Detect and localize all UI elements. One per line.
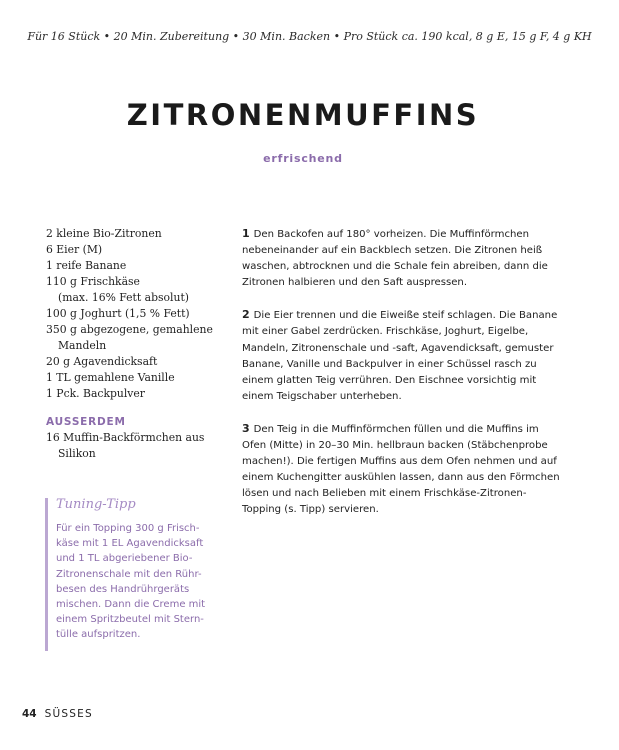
tip-line: käse mit 1 EL Agavendicksaft	[56, 538, 204, 550]
step-line: einem glatten Teig verrühren. Den Eischnee vorsichtig mit	[242, 374, 537, 386]
step-line: machen!). Die fertigen Muffins aus dem Ofen nehmen und auf	[242, 456, 557, 468]
step-line	[242, 226, 582, 243]
recipe-title: ZITRONENMUFFINS	[126, 98, 480, 132]
recipe-subtitle: erfrischend	[263, 152, 343, 165]
ingredient-item: 6 Eier (M)	[46, 243, 103, 256]
preparation-steps	[242, 226, 582, 535]
ingredient-item: 350 g abgezogene, gemahlene	[46, 323, 213, 336]
tip-line: Zitronenschale mit den Rühr-	[56, 568, 202, 580]
ingredient-item: 110 g Frischkäse	[46, 275, 140, 288]
tip-line: besen des Handrührgeräts	[56, 583, 190, 595]
tip-line: und 1 TL abgeriebener Bio-	[56, 553, 193, 565]
recipe-meta-line: Für 16 Stück • 20 Min. Zubereitung • 30 Min. Backen • Pro Stück ca. 190 kcal, 8 g E, 15 g F, 4 g KH	[27, 30, 592, 43]
extra-heading: AUSSERDEM	[46, 416, 126, 428]
section-name: SÜSSES	[44, 708, 93, 720]
ingredient-item-continued: Mandeln	[58, 339, 107, 352]
step-number: 2	[242, 308, 250, 322]
step-number: 1	[242, 227, 250, 240]
step-line: Mandeln, Zitronenschale und -saft, Agavendicksaft, gemuster	[242, 342, 554, 354]
step-line: einem Kuchengitter auskühlen lassen, dann aus den Förmchen	[242, 472, 560, 484]
ingredient-item: 100 g Joghurt (1,5 % Fett)	[46, 307, 190, 320]
tuning-tip-box	[45, 498, 220, 651]
step-line: einem Teigschaber unterheben.	[242, 390, 402, 402]
tip-line: Für ein Topping 300 g Frisch-	[56, 523, 200, 534]
step-line: mit einer Gabel zerdrücken. Frischkäse, Joghurt, Eigelbe,	[242, 326, 529, 338]
step-3	[242, 421, 582, 519]
step-number: 3	[242, 421, 250, 435]
step-line: waschen, abtrocknen und die Schale fein abreiben, dann die	[242, 261, 548, 273]
step-line: Topping (s. Tipp) servieren.	[242, 504, 379, 516]
extra-item: 16 Muffin-Backförmchen aus	[46, 431, 205, 444]
ingredients-list	[46, 226, 236, 462]
tip-title: Tuning-Tipp	[56, 497, 136, 512]
step-line: Banane, Vanille und Backpulver in einer Schüssel rasch zu	[242, 358, 537, 370]
step-text: Den Backofen auf 180° vorheizen. Die Muffinförmchen	[253, 229, 530, 240]
tip-line: mischen. Dann die Creme mit	[56, 599, 206, 611]
step-1	[242, 226, 582, 291]
step-line: Ofen (Mitte) in 20–30 Min. hellbraun backen (Stäbchenprobe	[242, 440, 548, 452]
ingredient-item: 2 kleine Bio-Zitronen	[46, 227, 162, 240]
step-line	[242, 307, 582, 324]
step-line	[242, 421, 582, 438]
tip-line: einem Spritzbeutel mit Stern-	[56, 614, 204, 626]
step-line: Zitronen halbieren und den Saft auspressen.	[242, 277, 468, 289]
tip-line: tülle aufspritzen.	[56, 629, 141, 641]
step-line: nebeneinander auf ein Backblech setzen. Die Zitronen heiß	[242, 245, 543, 257]
step-text: Den Teig in die Muffinförmchen füllen und die Muffins im	[253, 423, 539, 435]
ingredient-item: 20 g Agavendicksaft	[46, 355, 158, 368]
step-text: Die Eier trennen und die Eiweiße steif schlagen. Die Banane	[253, 310, 558, 322]
step-2	[242, 307, 582, 405]
extra-item-continued: Silikon	[58, 447, 96, 460]
ingredient-item-continued: (max. 16% Fett absolut)	[58, 291, 190, 304]
page-footer	[22, 708, 93, 720]
ingredient-item: 1 Pck. Backpulver	[46, 387, 145, 400]
tip-text	[56, 521, 220, 643]
page-number: 44	[22, 708, 37, 720]
step-line: lösen und nach Belieben mit einem Frischkäse-Zitronen-	[242, 488, 527, 500]
ingredient-item: 1 reife Banane	[46, 259, 127, 272]
ingredient-item: 1 TL gemahlene Vanille	[46, 371, 175, 384]
